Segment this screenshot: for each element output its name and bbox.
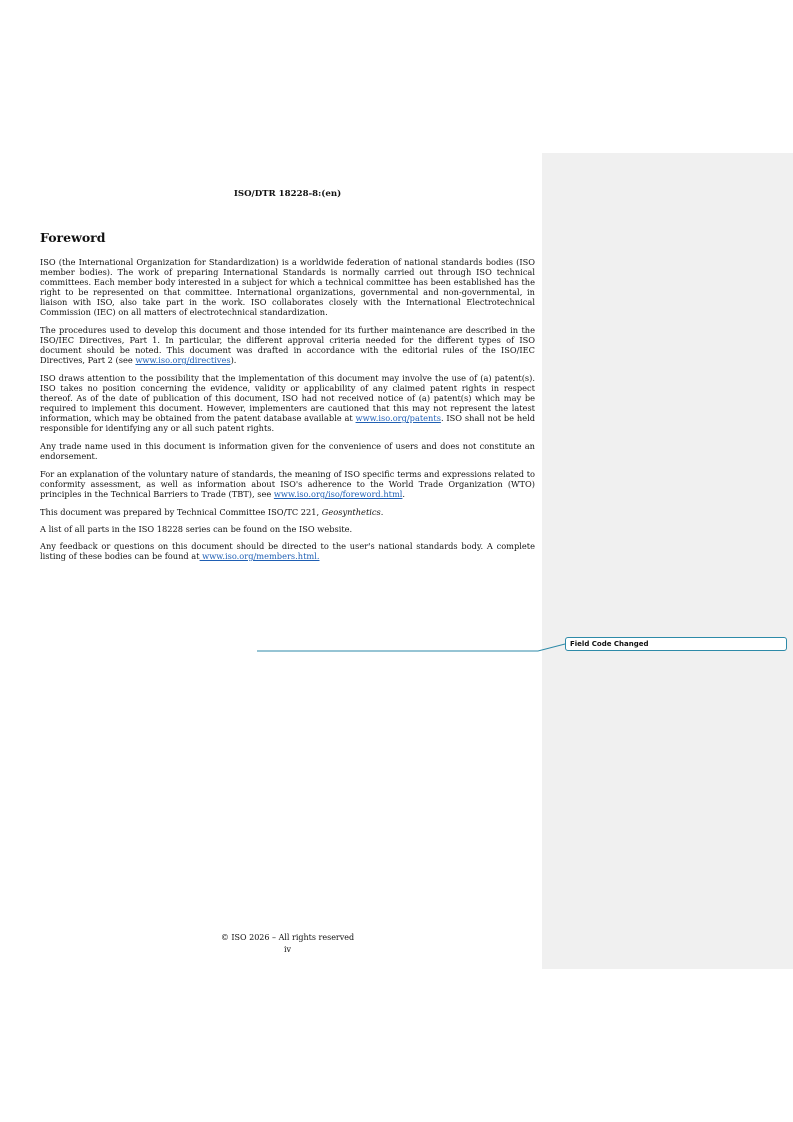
members-link[interactable]: www.iso.org/members.html. (199, 551, 320, 561)
foreword-link[interactable]: www.iso.org/iso/foreword.html (273, 489, 403, 499)
directives-link[interactable]: www.iso.org/directives (135, 355, 231, 365)
document-id-header: ISO/DTR 18228-8:(en) (233, 189, 342, 199)
paragraph-1: ISO (the International Organization for Standardization) is a worldwide federation of national standards bodies (ISO member bodies). The work of preparing International Standards is normally carried out through ISO technical committees. Each member body interested in a subject for which a technical committee has been established has the right to be represented on that committee. International organizations, governmental and non-governmental, in liaison with ISO, also take part in the work. ISO collaborates closely with the International Electrotechnical Commission (IEC) on all matters of electrotechnical standardization. (40, 257, 535, 317)
paragraph-3-end: . ISO shall not be held responsible for identifying any or all such patent rights. (40, 413, 535, 433)
paragraph-6-end: . (380, 507, 384, 517)
markup-balloon-text: Field Code Changed (570, 640, 649, 648)
committee-title: Geosynthetics (321, 507, 381, 517)
copyright-notice: © ISO 2026 – All rights reserved (220, 933, 355, 942)
patents-link[interactable]: www.iso.org/patents (355, 413, 441, 423)
paragraph-6-text: This document was prepared by Technical Committee ISO/TC 221, (40, 507, 322, 517)
paragraph-4: Any trade name used in this document is information given for the convenience of users and does not constitute an endorsement. (40, 441, 535, 461)
paragraph-3-text: ISO draws attention to the possibility that the implementation of this document may involve the use of (a) patent(s). ISO takes no position concerning the evidence, validity or applicability of any claimed patent rights in respect thereof. As of the date of publication of this document, ISO had not received notice of (a) patent(s) which may be required to implement this document. However, implementers are cautioned that this may not represent the latest information, which may be obtained from the patent database available at (40, 373, 535, 423)
page-footer (40, 932, 535, 956)
page-number: iv (283, 945, 292, 954)
paragraph-8-text: Any feedback or questions on this document should be directed to the user's national standards body. A complete listing of these bodies can be found at (40, 541, 535, 561)
markup-balloon[interactable] (565, 637, 787, 651)
paragraph-5-text: For an explanation of the voluntary nature of standards, the meaning of ISO specific terms and expressions related to conformity assessment, as well as information about ISO's adherence to the World Trade Organization (WTO) principles in the Technical Barriers to Trade (TBT), see (40, 469, 535, 499)
paragraph-7: A list of all parts in the ISO 18228 series can be found on the ISO website. (40, 524, 353, 534)
paragraph-2-text: The procedures used to develop this document and those intended for its further maintenance are described in the ISO/IEC Directives, Part 1. In particular, the different approval criteria needed for the different types of ISO document should be noted. This document was drafted in accordance with the editorial rules of the ISO/IEC Directives, Part 2 (see (40, 325, 535, 365)
paragraph-2-end: ). (230, 355, 237, 365)
paragraph-5-end: . (402, 489, 406, 499)
section-title: Foreword (40, 230, 106, 245)
